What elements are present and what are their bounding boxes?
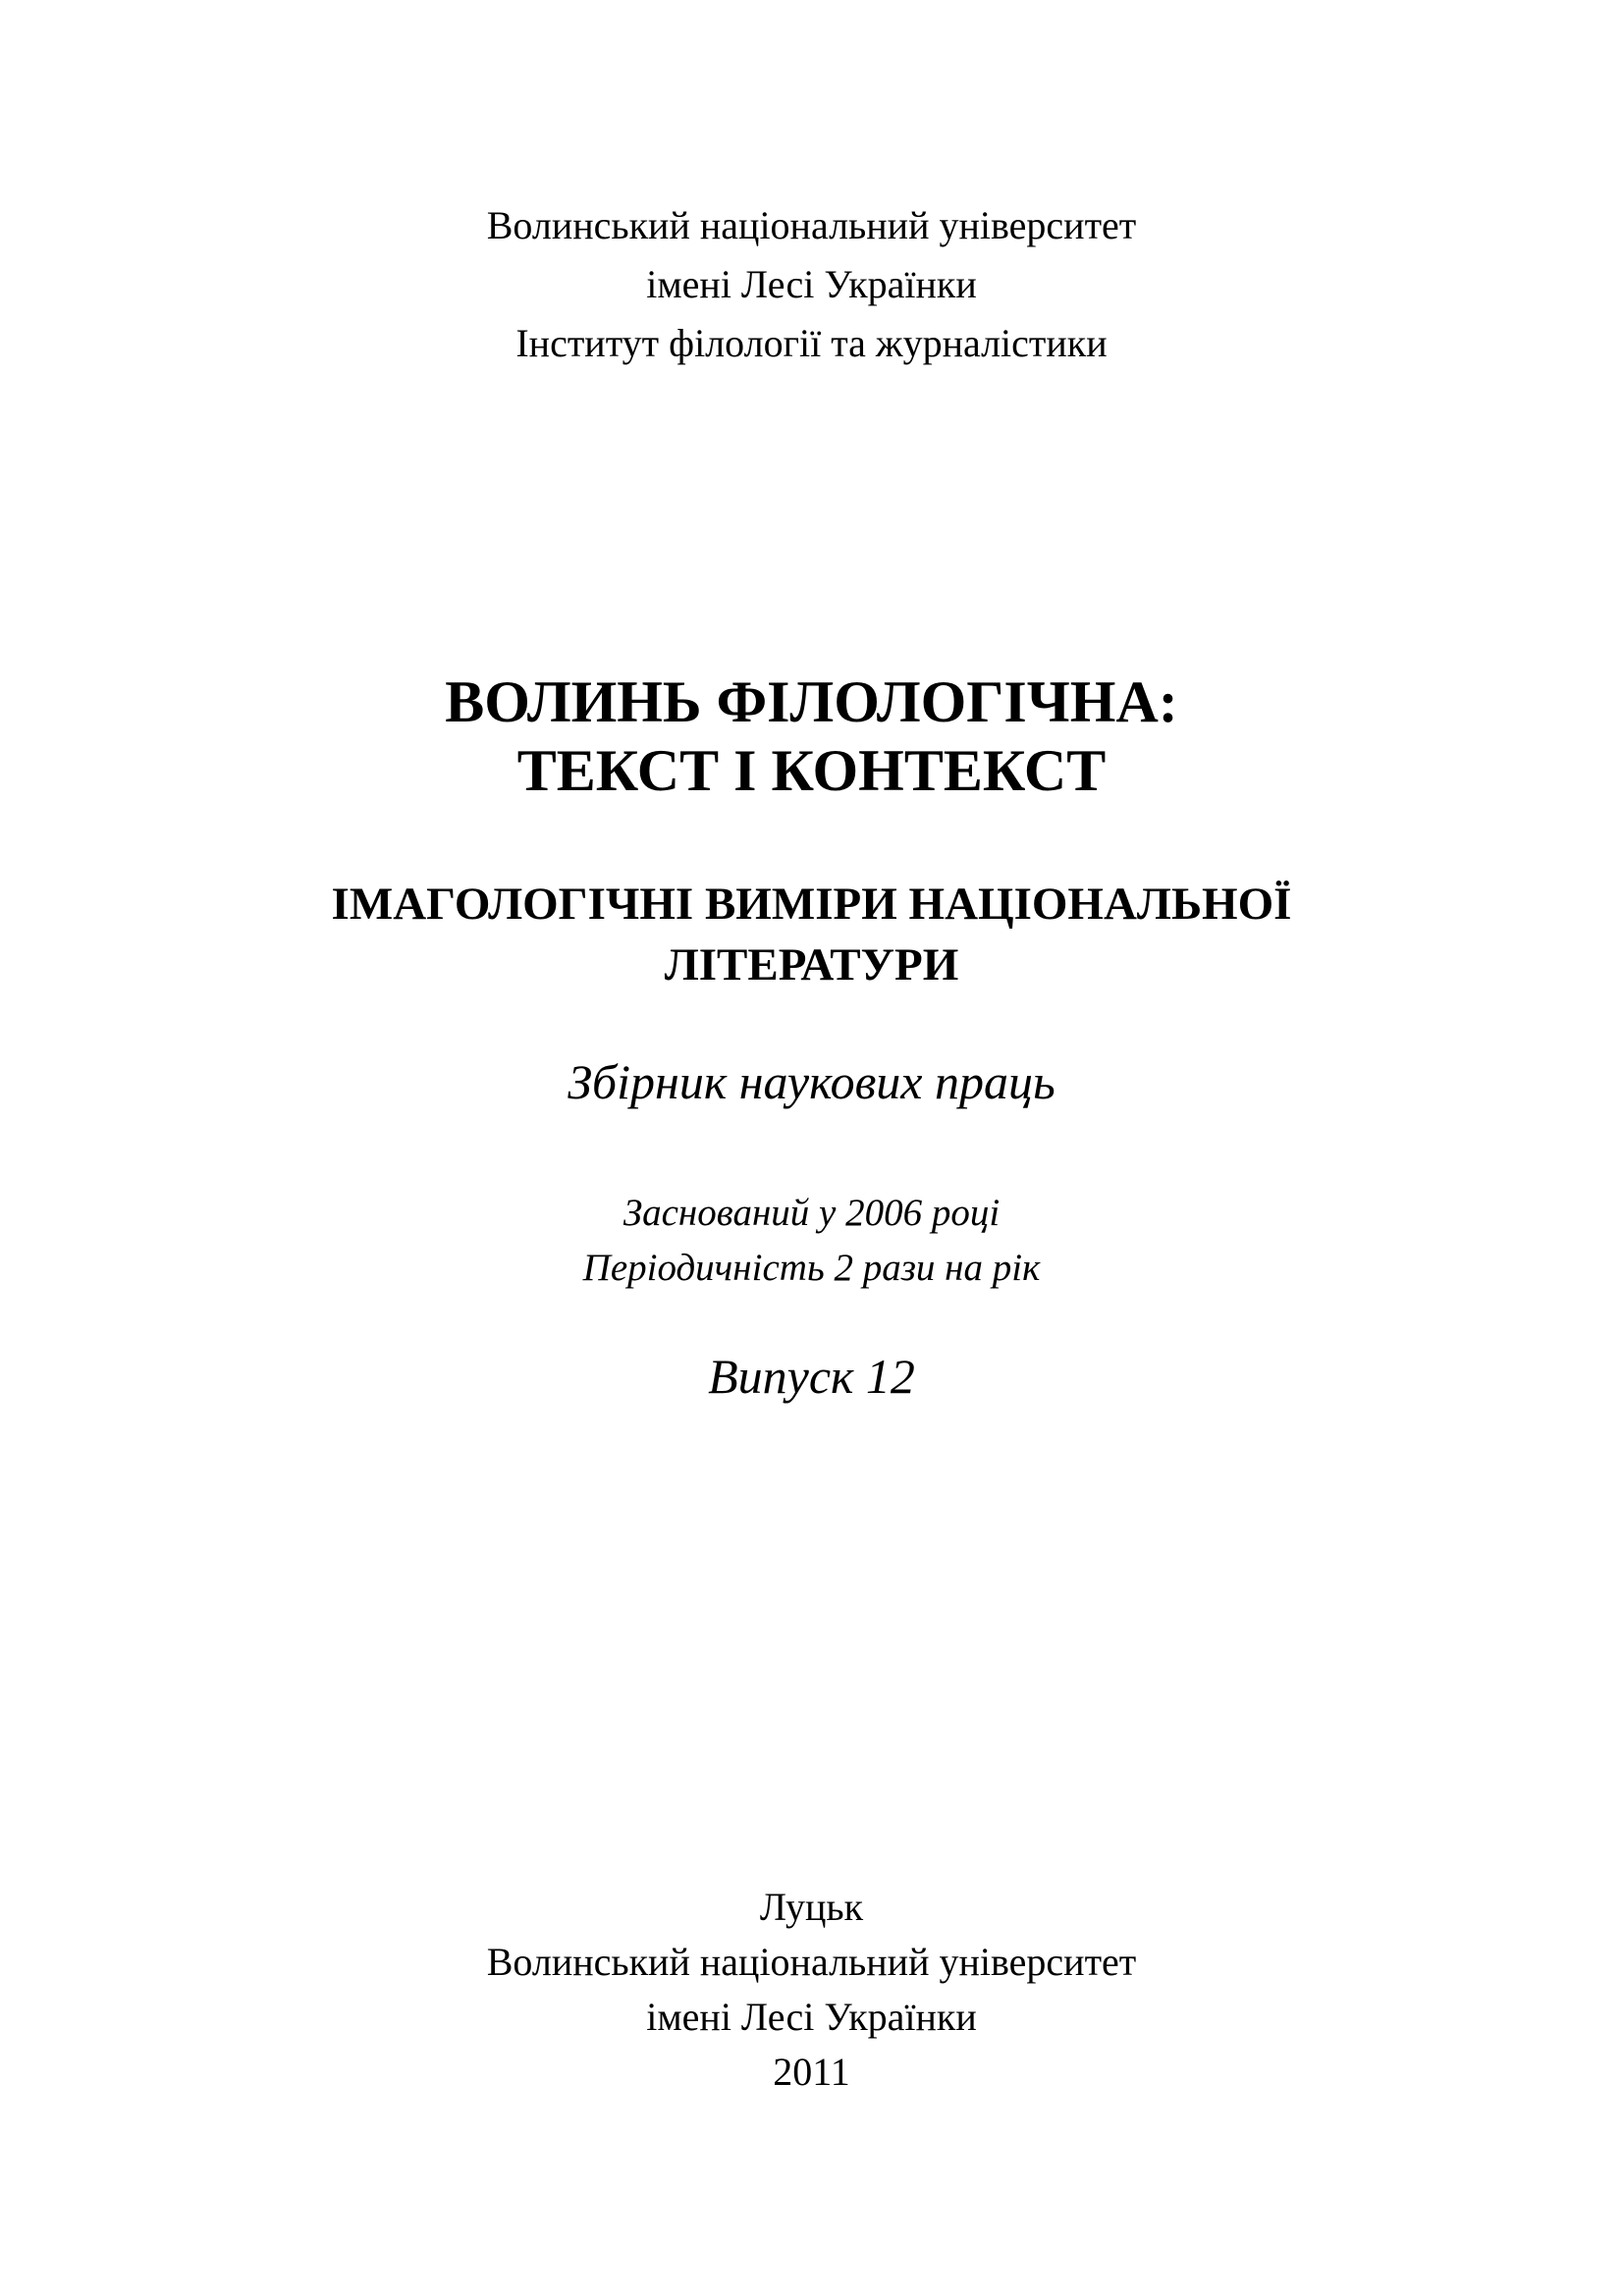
university-named-after: імені Лесі Українки: [646, 262, 977, 306]
imprint-publisher-named-after: імені Лесі Українки: [646, 1995, 977, 2039]
imprint-footer: [0, 1880, 1623, 2100]
main-title-line-1: ВОЛИНЬ ФІЛОЛОГІЧНА:: [445, 669, 1178, 734]
collection-type: [0, 1050, 1623, 1113]
issue-number: [0, 1345, 1623, 1408]
imprint-year: 2011: [773, 2050, 850, 2094]
periodicity-text: Періодичність 2 рази на рік: [582, 1247, 1041, 1289]
founded-text: Заснований у 2006 році: [622, 1192, 1001, 1234]
subtitle-line-1: ІМАГОЛОГІЧНІ ВИМІРИ НАЦІОНАЛЬНОЇ: [331, 879, 1292, 930]
imprint-publisher: Волинський національний університет: [486, 1940, 1137, 1984]
main-title-line-2: ТЕКСТ І КОНТЕКСТ: [516, 738, 1107, 803]
university-name: Волинський національний університет: [486, 203, 1137, 247]
main-title: [0, 667, 1623, 805]
publication-info: [0, 1186, 1623, 1296]
institute-name: Інститут філології та журналістики: [515, 321, 1108, 365]
collection-type-text: Збірник наукових праць: [568, 1054, 1055, 1109]
header-block: [0, 196, 1623, 373]
subtitle: [0, 874, 1623, 995]
subtitle-line-2: ЛІТЕРАТУРИ: [664, 939, 959, 990]
issue-text: Випуск 12: [708, 1349, 915, 1404]
imprint-city: Луцьк: [759, 1885, 864, 1929]
